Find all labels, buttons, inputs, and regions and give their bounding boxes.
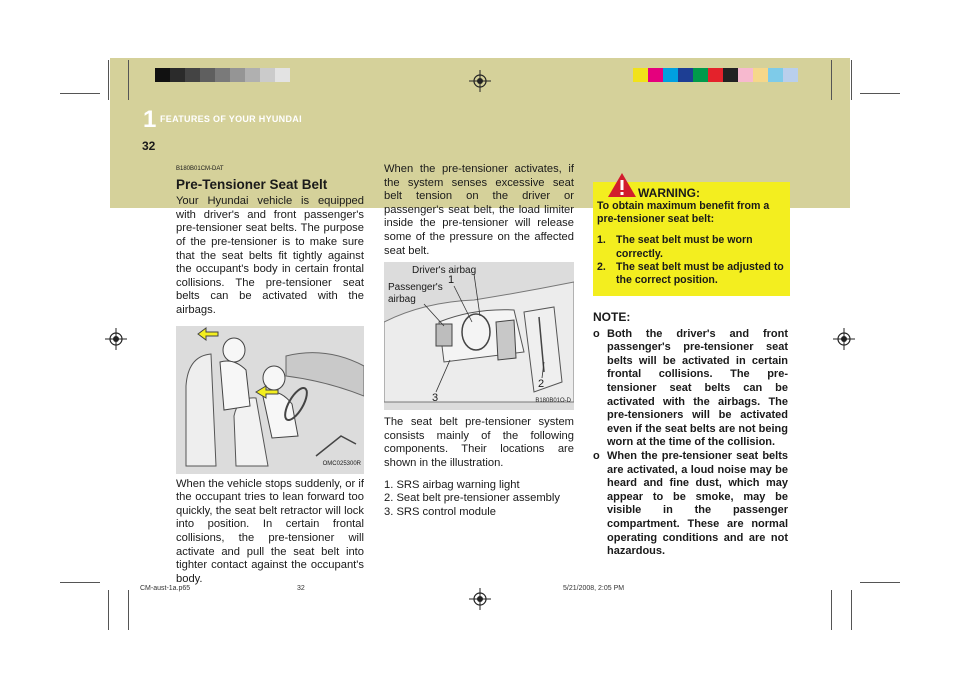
drivers-airbag-label: Driver's airbag: [412, 265, 477, 277]
crop-mark: [60, 582, 100, 583]
footer-page: 32: [297, 585, 305, 592]
color-swatch: [260, 68, 275, 82]
note-item: [593, 328, 788, 450]
color-swatch: [738, 68, 753, 82]
body-paragraph: When the vehicle stops suddenly, or if the occupant tries to lean forward too quickly, the seat belt retractor will lock into position. In certain frontal collisions, the pre-tensioner will activate and pull the seat belt into tighter contact against the occupant's body.: [176, 477, 364, 585]
registration-mark-icon: [833, 328, 855, 350]
section-title: Pre-Tensioner Seat Belt: [176, 176, 328, 192]
gray-calibration-bar: [155, 68, 290, 82]
callout-3: 3: [432, 392, 439, 405]
load-limiter-paragraph: When the pre-tensioner activates, if the system senses excessive seat belt tension on the driver or passenger's seat belt, the load limiter inside the pre-tensioner will release some of the pressure on the affected seat belt.: [384, 163, 574, 257]
warning-intro: To obtain maximum benefit from a pre-tensioner seat belt:: [597, 200, 770, 226]
color-swatch: [230, 68, 245, 82]
color-swatch: [275, 68, 290, 82]
color-swatch: [648, 68, 663, 82]
component-list: [384, 479, 574, 520]
warning-item-text: The seat belt must be adjusted to the correct position.: [616, 260, 784, 287]
color-swatch: [723, 68, 738, 82]
warning-item: [597, 234, 787, 260]
registration-mark-icon: [105, 328, 127, 350]
warning-item-number: 2.: [597, 260, 606, 273]
warning-item-number: 1.: [597, 234, 606, 247]
footer-filename: CM-aust-1a.p65: [140, 585, 191, 592]
list-item: 3. SRS control module: [384, 505, 496, 518]
chapter-number: 1: [143, 106, 157, 133]
warning-body: [597, 200, 787, 287]
list-item: 1. SRS airbag warning light: [384, 478, 520, 491]
color-swatch: [768, 68, 783, 82]
warning-item-text: The seat belt must be worn correctly.: [616, 234, 753, 260]
color-swatch: [753, 68, 768, 82]
color-swatch: [663, 68, 678, 82]
passengers-airbag-label: [388, 282, 443, 306]
crop-mark: [851, 590, 852, 630]
chapter-title: FEATURES OF YOUR HYUNDAI: [160, 114, 302, 124]
components-paragraph: The seat belt pre-tensioner system consists mainly of the following components. Their locations are shown in the illustration.: [384, 416, 574, 469]
color-swatch: [155, 68, 170, 82]
passengers-airbag-label-line1: Passenger's: [388, 282, 443, 294]
callout-2: 2: [538, 378, 545, 391]
color-swatch: [693, 68, 708, 82]
color-calibration-bar: [633, 68, 798, 82]
list-item: 2. Seat belt pre-tensioner assembly: [384, 492, 560, 505]
crop-mark: [851, 60, 852, 100]
crop-mark: [860, 582, 900, 583]
crop-mark: [128, 590, 129, 630]
warning-triangle-icon: [607, 172, 637, 198]
middle-column: [384, 163, 574, 519]
note-text: When the pre-tensioner seat belts are activated, a loud noise may be heard and fine dust, which may appear to be smoke, may be visible in the passenger compartment. These are normal operating conditions and are not hazardous.: [607, 449, 788, 558]
color-swatch: [170, 68, 185, 82]
crop-mark: [60, 93, 100, 94]
occupant-illustration-drawing: [176, 326, 364, 474]
intro-paragraph: Your Hyundai vehicle is equipped with driver's and front passenger's pre-tensioner seat belts. The purpose of the pre-tensioner is to make sure that the seat belts fit tightly against the occupant's body in certain frontal collisions. The pre-tensioner seat belts can be activated with the airbags.: [176, 195, 364, 316]
color-swatch: [215, 68, 230, 82]
note-bullet: o: [593, 327, 600, 340]
note-title: NOTE:: [593, 310, 631, 324]
occupant-illustration: [176, 326, 364, 474]
callout-1: 1: [448, 274, 455, 287]
note-section: [593, 311, 788, 559]
warning-item: [597, 261, 787, 287]
color-swatch: [708, 68, 723, 82]
note-item: [593, 450, 788, 559]
registration-mark-icon: [469, 70, 491, 92]
crop-mark: [831, 60, 832, 100]
note-bullet: o: [593, 449, 600, 462]
color-swatch: [185, 68, 200, 82]
footer-date: 5/21/2008, 2:05 PM: [563, 585, 625, 592]
color-swatch: [245, 68, 260, 82]
left-column: [176, 163, 364, 586]
passengers-airbag-label-line2: airbag: [388, 294, 416, 306]
crop-mark: [108, 60, 109, 100]
note-text: Both the driver's and front passenger's pre-tensioner seat belts will be activated in certain frontal collisions. The pre-tensioner seat belts can be activated with the airbags. The pre-tensioners will be activated even if the seat belts are not being worn at the time of the collision.: [607, 327, 788, 449]
color-swatch: [678, 68, 693, 82]
registration-mark-icon: [469, 588, 491, 610]
crop-mark: [128, 60, 129, 100]
crop-mark: [860, 93, 900, 94]
color-swatch: [200, 68, 215, 82]
page-number: 32: [142, 139, 156, 153]
color-swatch: [633, 68, 648, 82]
figure-code: OMC025300R: [322, 460, 361, 467]
color-swatch: [783, 68, 798, 82]
section-code: B180B01CM-DAT: [176, 166, 224, 172]
warning-title: WARNING:: [638, 186, 700, 200]
figure-code: B180B01O-D: [535, 397, 571, 404]
crop-mark: [108, 590, 109, 630]
crop-mark: [831, 590, 832, 630]
component-diagram: [384, 262, 574, 410]
